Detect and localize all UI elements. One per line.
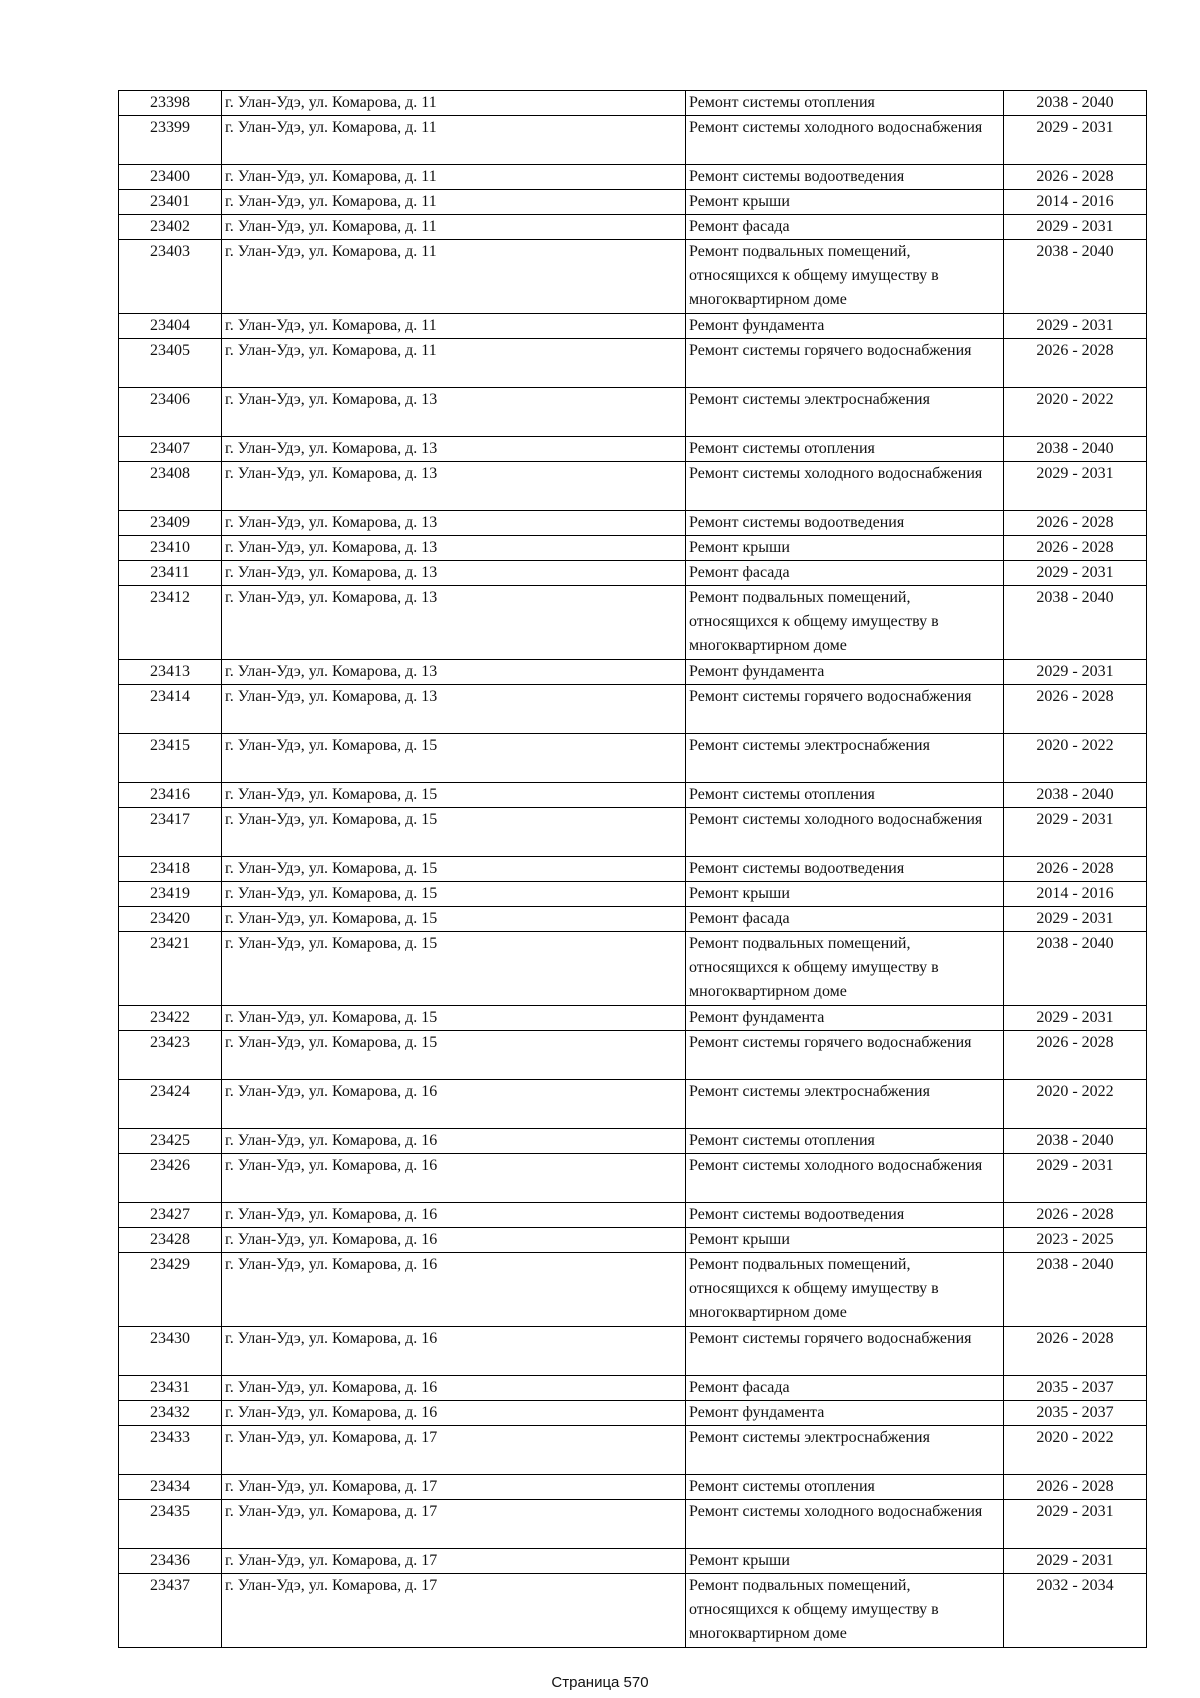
row-number-cell: 23400 [119,165,222,190]
table-row [119,857,1147,882]
years-cell: 2029 - 2031 [1004,462,1147,511]
table-row [119,91,1147,116]
table-row [119,734,1147,783]
table-row [119,1228,1147,1253]
row-number-cell: 23406 [119,388,222,437]
table-row [119,1006,1147,1031]
row-number-cell: 23402 [119,215,222,240]
years-cell: 2026 - 2028 [1004,857,1147,882]
address-cell: г. Улан-Удэ, ул. Комарова, д. 17 [222,1574,686,1648]
years-cell: 2020 - 2022 [1004,1426,1147,1475]
table-row [119,1475,1147,1500]
address-cell: г. Улан-Удэ, ул. Комарова, д. 15 [222,907,686,932]
years-cell: 2038 - 2040 [1004,783,1147,808]
row-number-cell: 23411 [119,561,222,586]
table-row [119,882,1147,907]
work-type-cell: Ремонт системы водоотведения [686,165,1004,190]
years-cell: 2029 - 2031 [1004,116,1147,165]
address-cell: г. Улан-Удэ, ул. Комарова, д. 16 [222,1228,686,1253]
row-number-cell: 23417 [119,808,222,857]
work-type-cell: Ремонт фасада [686,215,1004,240]
address-cell: г. Улан-Удэ, ул. Комарова, д. 16 [222,1253,686,1327]
table-row [119,462,1147,511]
years-cell: 2020 - 2022 [1004,734,1147,783]
table-row [119,1500,1147,1549]
work-type-cell: Ремонт системы отопления [686,1475,1004,1500]
address-cell: г. Улан-Удэ, ул. Комарова, д. 16 [222,1203,686,1228]
table-row [119,536,1147,561]
row-number-cell: 23403 [119,240,222,314]
address-cell: г. Улан-Удэ, ул. Комарова, д. 13 [222,561,686,586]
table-row [119,1203,1147,1228]
address-cell: г. Улан-Удэ, ул. Комарова, д. 16 [222,1401,686,1426]
table-row [119,1253,1147,1327]
table-row [119,1376,1147,1401]
address-cell: г. Улан-Удэ, ул. Комарова, д. 15 [222,1006,686,1031]
work-type-cell: Ремонт системы электроснабжения [686,1426,1004,1475]
row-number-cell: 23415 [119,734,222,783]
row-number-cell: 23423 [119,1031,222,1080]
years-cell: 2029 - 2031 [1004,1006,1147,1031]
row-number-cell: 23404 [119,314,222,339]
years-cell: 2026 - 2028 [1004,685,1147,734]
address-cell: г. Улан-Удэ, ул. Комарова, д. 16 [222,1376,686,1401]
work-type-cell: Ремонт системы холодного водоснабжения [686,808,1004,857]
row-number-cell: 23408 [119,462,222,511]
address-cell: г. Улан-Удэ, ул. Комарова, д. 11 [222,116,686,165]
address-cell: г. Улан-Удэ, ул. Комарова, д. 16 [222,1129,686,1154]
row-number-cell: 23432 [119,1401,222,1426]
work-type-cell: Ремонт фасада [686,907,1004,932]
years-cell: 2029 - 2031 [1004,907,1147,932]
years-cell: 2038 - 2040 [1004,1129,1147,1154]
row-number-cell: 23424 [119,1080,222,1129]
table-row [119,1031,1147,1080]
address-cell: г. Улан-Удэ, ул. Комарова, д. 11 [222,165,686,190]
address-cell: г. Улан-Удэ, ул. Комарова, д. 17 [222,1475,686,1500]
row-number-cell: 23413 [119,660,222,685]
work-type-cell: Ремонт системы холодного водоснабжения [686,1154,1004,1203]
table-row [119,1080,1147,1129]
table-row [119,932,1147,1006]
work-type-cell: Ремонт фундамента [686,314,1004,339]
address-cell: г. Улан-Удэ, ул. Комарова, д. 11 [222,215,686,240]
years-cell: 2029 - 2031 [1004,660,1147,685]
row-number-cell: 23420 [119,907,222,932]
work-type-cell: Ремонт системы электроснабжения [686,734,1004,783]
address-cell: г. Улан-Удэ, ул. Комарова, д. 13 [222,536,686,561]
years-cell: 2020 - 2022 [1004,388,1147,437]
table-row [119,1129,1147,1154]
table-body [119,91,1147,1648]
address-cell: г. Улан-Удэ, ул. Комарова, д. 15 [222,932,686,1006]
row-number-cell: 23431 [119,1376,222,1401]
table-row [119,314,1147,339]
years-cell: 2014 - 2016 [1004,882,1147,907]
address-cell: г. Улан-Удэ, ул. Комарова, д. 11 [222,240,686,314]
work-type-cell: Ремонт фундамента [686,660,1004,685]
table-row [119,511,1147,536]
address-cell: г. Улан-Удэ, ул. Комарова, д. 17 [222,1549,686,1574]
row-number-cell: 23398 [119,91,222,116]
work-type-cell: Ремонт системы отопления [686,437,1004,462]
years-cell: 2029 - 2031 [1004,1154,1147,1203]
table-row [119,586,1147,660]
address-cell: г. Улан-Удэ, ул. Комарова, д. 16 [222,1080,686,1129]
table-row [119,1426,1147,1475]
work-type-cell: Ремонт фундамента [686,1401,1004,1426]
address-cell: г. Улан-Удэ, ул. Комарова, д. 16 [222,1154,686,1203]
years-cell: 2026 - 2028 [1004,1031,1147,1080]
row-number-cell: 23410 [119,536,222,561]
years-cell: 2029 - 2031 [1004,561,1147,586]
work-type-cell: Ремонт крыши [686,882,1004,907]
work-type-cell: Ремонт системы холодного водоснабжения [686,116,1004,165]
work-type-cell: Ремонт фундамента [686,1006,1004,1031]
page-number: Страница 570 [551,1674,649,1691]
years-cell: 2026 - 2028 [1004,1203,1147,1228]
row-number-cell: 23418 [119,857,222,882]
years-cell: 2029 - 2031 [1004,215,1147,240]
table-row [119,660,1147,685]
row-number-cell: 23405 [119,339,222,388]
years-cell: 2026 - 2028 [1004,1475,1147,1500]
table-row [119,561,1147,586]
table-row [119,685,1147,734]
row-number-cell: 23399 [119,116,222,165]
table-row [119,808,1147,857]
years-cell: 2014 - 2016 [1004,190,1147,215]
address-cell: г. Улан-Удэ, ул. Комарова, д. 16 [222,1327,686,1376]
row-number-cell: 23427 [119,1203,222,1228]
row-number-cell: 23433 [119,1426,222,1475]
work-type-cell: Ремонт системы холодного водоснабжения [686,1500,1004,1549]
years-cell: 2026 - 2028 [1004,339,1147,388]
row-number-cell: 23429 [119,1253,222,1327]
address-cell: г. Улан-Удэ, ул. Комарова, д. 15 [222,857,686,882]
work-type-cell: Ремонт системы горячего водоснабжения [686,1327,1004,1376]
address-cell: г. Улан-Удэ, ул. Комарова, д. 15 [222,734,686,783]
address-cell: г. Улан-Удэ, ул. Комарова, д. 17 [222,1426,686,1475]
work-type-cell: Ремонт подвальных помещений, относящихся к общему имуществу в многоквартирном доме [686,240,1004,314]
years-cell: 2038 - 2040 [1004,586,1147,660]
table-row [119,1327,1147,1376]
row-number-cell: 23436 [119,1549,222,1574]
years-cell: 2023 - 2025 [1004,1228,1147,1253]
row-number-cell: 23419 [119,882,222,907]
years-cell: 2038 - 2040 [1004,437,1147,462]
work-type-cell: Ремонт системы горячего водоснабжения [686,1031,1004,1080]
work-type-cell: Ремонт системы отопления [686,1129,1004,1154]
table-row [119,215,1147,240]
table-row [119,907,1147,932]
row-number-cell: 23435 [119,1500,222,1549]
work-type-cell: Ремонт системы электроснабжения [686,1080,1004,1129]
years-cell: 2035 - 2037 [1004,1401,1147,1426]
row-number-cell: 23412 [119,586,222,660]
years-cell: 2026 - 2028 [1004,511,1147,536]
years-cell: 2035 - 2037 [1004,1376,1147,1401]
work-type-cell: Ремонт системы горячего водоснабжения [686,339,1004,388]
work-type-cell: Ремонт системы электроснабжения [686,388,1004,437]
years-cell: 2026 - 2028 [1004,1327,1147,1376]
years-cell: 2038 - 2040 [1004,91,1147,116]
address-cell: г. Улан-Удэ, ул. Комарова, д. 15 [222,882,686,907]
address-cell: г. Улан-Удэ, ул. Комарова, д. 11 [222,91,686,116]
address-cell: г. Улан-Удэ, ул. Комарова, д. 17 [222,1500,686,1549]
table-row [119,339,1147,388]
work-type-cell: Ремонт крыши [686,1228,1004,1253]
address-cell: г. Улан-Удэ, ул. Комарова, д. 15 [222,808,686,857]
years-cell: 2038 - 2040 [1004,240,1147,314]
years-cell: 2038 - 2040 [1004,932,1147,1006]
work-type-cell: Ремонт крыши [686,1549,1004,1574]
work-type-cell: Ремонт системы водоотведения [686,1203,1004,1228]
years-cell: 2029 - 2031 [1004,314,1147,339]
table-row [119,388,1147,437]
years-cell: 2029 - 2031 [1004,808,1147,857]
row-number-cell: 23434 [119,1475,222,1500]
work-type-cell: Ремонт подвальных помещений, относящихся к общему имуществу в многоквартирном доме [686,586,1004,660]
work-type-cell: Ремонт подвальных помещений, относящихся к общему имуществу в многоквартирном доме [686,932,1004,1006]
years-cell: 2029 - 2031 [1004,1549,1147,1574]
repair-schedule-table [118,90,1147,1648]
row-number-cell: 23407 [119,437,222,462]
table-row [119,1154,1147,1203]
work-type-cell: Ремонт крыши [686,190,1004,215]
work-type-cell: Ремонт подвальных помещений, относящихся к общему имуществу в многоквартирном доме [686,1574,1004,1648]
years-cell: 2032 - 2034 [1004,1574,1147,1648]
row-number-cell: 23416 [119,783,222,808]
work-type-cell: Ремонт фасада [686,561,1004,586]
address-cell: г. Улан-Удэ, ул. Комарова, д. 13 [222,388,686,437]
address-cell: г. Улан-Удэ, ул. Комарова, д. 13 [222,685,686,734]
work-type-cell: Ремонт системы водоотведения [686,857,1004,882]
work-type-cell: Ремонт системы холодного водоснабжения [686,462,1004,511]
table-row [119,1401,1147,1426]
table-row [119,165,1147,190]
address-cell: г. Улан-Удэ, ул. Комарова, д. 15 [222,783,686,808]
work-type-cell: Ремонт системы водоотведения [686,511,1004,536]
table-row [119,437,1147,462]
table-row [119,1574,1147,1648]
address-cell: г. Улан-Удэ, ул. Комарова, д. 13 [222,462,686,511]
address-cell: г. Улан-Удэ, ул. Комарова, д. 13 [222,586,686,660]
address-cell: г. Улан-Удэ, ул. Комарова, д. 11 [222,314,686,339]
address-cell: г. Улан-Удэ, ул. Комарова, д. 15 [222,1031,686,1080]
table-row [119,240,1147,314]
years-cell: 2020 - 2022 [1004,1080,1147,1129]
row-number-cell: 23426 [119,1154,222,1203]
row-number-cell: 23437 [119,1574,222,1648]
work-type-cell: Ремонт подвальных помещений, относящихся к общему имуществу в многоквартирном доме [686,1253,1004,1327]
work-type-cell: Ремонт системы отопления [686,91,1004,116]
table-row [119,116,1147,165]
row-number-cell: 23430 [119,1327,222,1376]
address-cell: г. Улан-Удэ, ул. Комарова, д. 11 [222,339,686,388]
table-row [119,190,1147,215]
address-cell: г. Улан-Удэ, ул. Комарова, д. 13 [222,437,686,462]
work-type-cell: Ремонт фасада [686,1376,1004,1401]
work-type-cell: Ремонт крыши [686,536,1004,561]
row-number-cell: 23421 [119,932,222,1006]
row-number-cell: 23425 [119,1129,222,1154]
address-cell: г. Улан-Удэ, ул. Комарова, д. 13 [222,511,686,536]
years-cell: 2026 - 2028 [1004,165,1147,190]
work-type-cell: Ремонт системы горячего водоснабжения [686,685,1004,734]
row-number-cell: 23414 [119,685,222,734]
years-cell: 2038 - 2040 [1004,1253,1147,1327]
years-cell: 2026 - 2028 [1004,536,1147,561]
row-number-cell: 23428 [119,1228,222,1253]
years-cell: 2029 - 2031 [1004,1500,1147,1549]
work-type-cell: Ремонт системы отопления [686,783,1004,808]
address-cell: г. Улан-Удэ, ул. Комарова, д. 11 [222,190,686,215]
row-number-cell: 23401 [119,190,222,215]
table-row [119,783,1147,808]
table-row [119,1549,1147,1574]
address-cell: г. Улан-Удэ, ул. Комарова, д. 13 [222,660,686,685]
row-number-cell: 23409 [119,511,222,536]
row-number-cell: 23422 [119,1006,222,1031]
